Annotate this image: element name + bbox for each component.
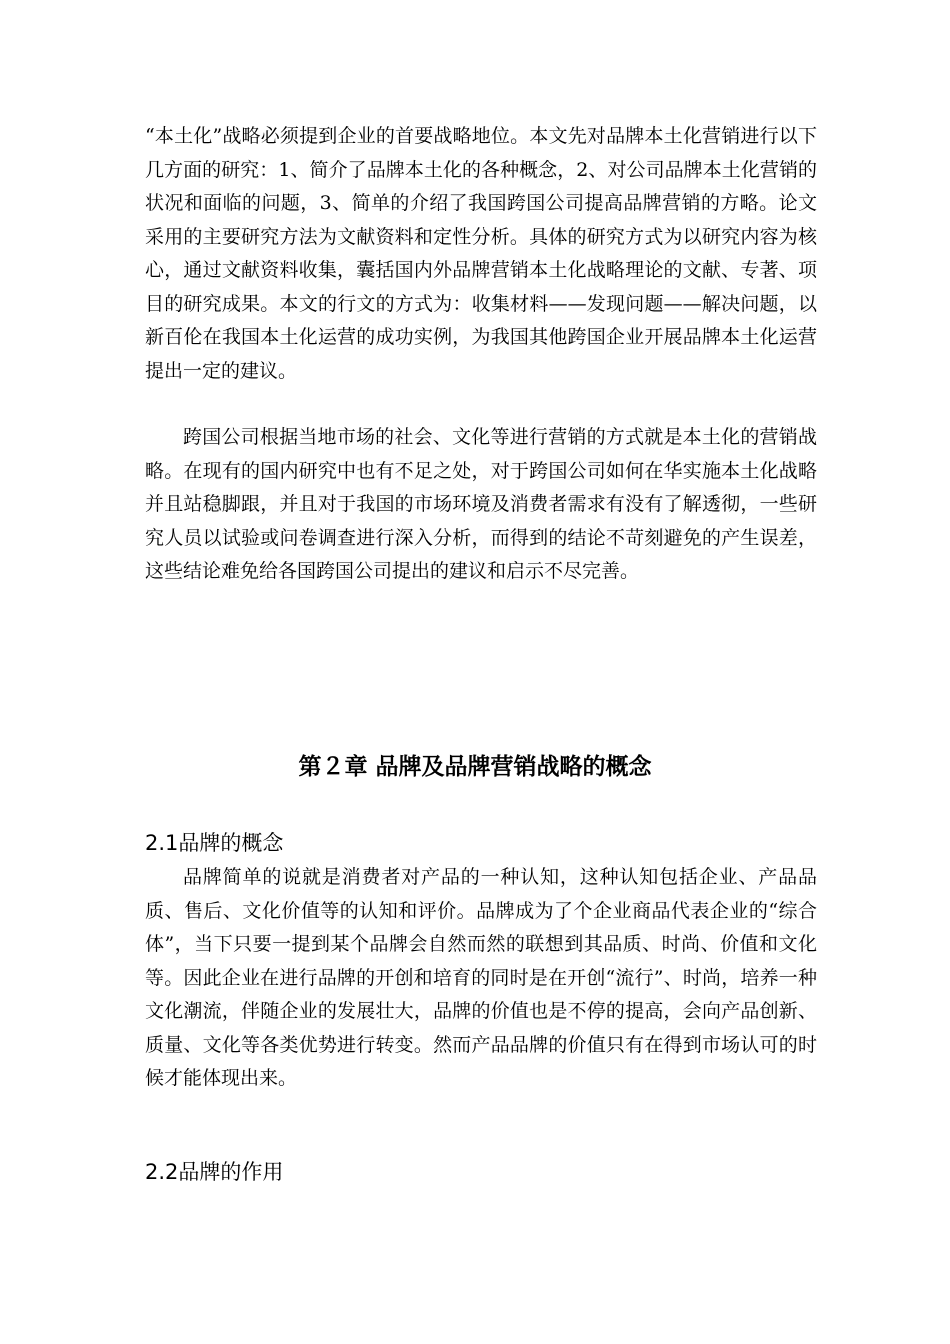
body-paragraph: 品牌简单的说就是消费者对产品的一种认知，这种认知包括企业、产品品质、售后、文化价值等的认知和评价。品牌成为了个企业商品代表企业的“综合体”，当下只要一提到某个品牌会自然而然的联想到其品质、时尚、价值和文化等。因此企业在进行品牌的开创和培育的同时是在开创“流行”、时尚，培养一种文化潮流，伴随企业的发展壮大，品牌的价值也是不停的提高，会向产品创新、质量、文化等各类优势进行转变。然而产品品牌的价值只有在得到市场认可的时候才能体现出来。 <box>145 866 817 1089</box>
chapter-title: 第２章 品牌及品牌营销战略的概念 <box>298 754 652 780</box>
section-heading: 2.1品牌的概念 <box>145 831 284 855</box>
section-heading: 2.2品牌的作用 <box>145 1160 284 1184</box>
body-paragraph: “本土化”战略必须提到企业的首要战略地位。本文先对品牌本土化营销进行以下几方面的研究：1、简介了品牌本土化的各种概念，2、对公司品牌本土化营销的状况和面临的问题，3、简单的介绍了我国跨国公司提高品牌营销的方略。论文采用的主要研究方法为文献资料和定性分析。具体的研究方式为以研究内容为核心，通过文献资料收集，囊括国内外品牌营销本土化战略理论的文献、专著、项目的研究成果。本文的行文的方式为：收集材料——发现问题——解决问题，以新百伦在我国本土化运营的成功实例，为我国其他跨国企业开展品牌本土化运营提出一定的建议。 <box>145 125 817 382</box>
body-paragraph: 跨国公司根据当地市场的社会、文化等进行营销的方式就是本土化的营销战略。在现有的国内研究中也有不足之处，对于跨国公司如何在华实施本土化战略并且站稳脚跟，并且对于我国的市场环境及消费者需求有没有了解透彻，一些研究人员以试验或问卷调查进行深入分析，而得到的结论不苛刻避免的产生误差，这些结论难免给各国跨国公司提出的建议和启示不尽完善。 <box>145 426 817 582</box>
